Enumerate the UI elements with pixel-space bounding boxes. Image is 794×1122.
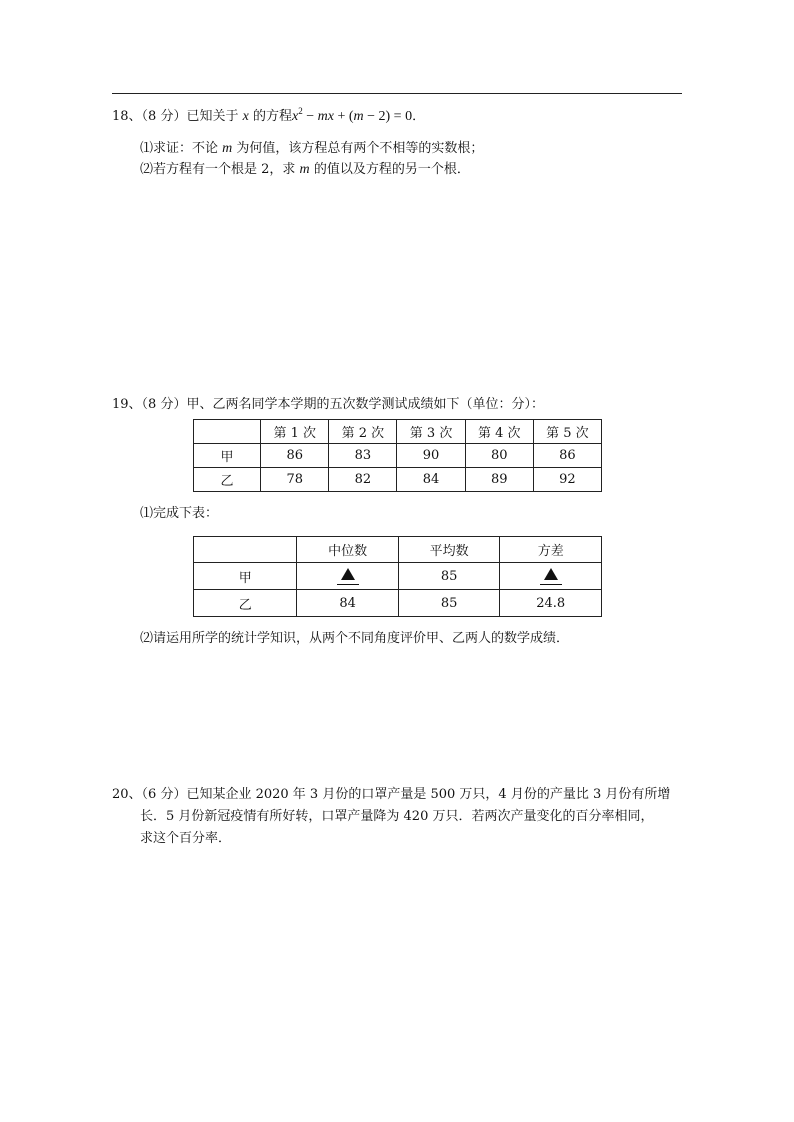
scores-header-cell: 第 3 次 <box>397 420 465 444</box>
question-20-number: 20、 <box>112 787 142 802</box>
scores-cell: 乙 <box>194 468 261 492</box>
scores-cell: 甲 <box>194 444 261 468</box>
question-20-line-1 <box>112 786 670 804</box>
part-1-text: 为何值，该方程总有两个不相等的实数根； <box>236 141 484 156</box>
stats-table-header-row <box>194 537 602 563</box>
question-18-period: ． <box>412 109 426 124</box>
triangle-marker-icon <box>544 568 558 580</box>
scores-cell: 80 <box>465 444 533 468</box>
scores-table-row-jia <box>194 444 602 468</box>
stats-header-cell: 平均数 <box>398 537 499 563</box>
quadratic-equation <box>291 106 413 124</box>
part-2-text: 的值以及方程的另一个根． <box>313 162 470 177</box>
question-18-part-1 <box>140 140 483 158</box>
scores-cell: 92 <box>533 468 601 492</box>
stats-cell: 85 <box>398 563 499 590</box>
stats-cell: 84 <box>297 590 399 617</box>
stats-header-cell <box>194 537 297 563</box>
page-header-rule <box>112 93 682 94</box>
answer-blank <box>337 568 359 585</box>
stats-cell: 24.8 <box>500 590 602 617</box>
eq-x: x <box>291 109 299 124</box>
scores-table <box>193 419 602 492</box>
variable-x: x <box>242 109 249 124</box>
median-answer-blank <box>297 563 399 590</box>
scores-header-cell: 第 1 次 <box>261 420 329 444</box>
eq-m: m <box>353 109 364 124</box>
question-20-text-1: （6 分）已知某企业 2020 年 3 月份的口罩产量是 500 万只，4 月份的产量比 3 月份有所增 <box>141 787 671 802</box>
stats-table-row-yi <box>194 590 602 617</box>
scores-cell: 84 <box>397 468 465 492</box>
part-2-variable-m: m <box>299 162 310 177</box>
scores-table-row-yi <box>194 468 602 492</box>
question-18-stem <box>112 108 425 126</box>
scores-cell: 82 <box>329 468 397 492</box>
question-19-part-2: ⑵请运用所学的统计学知识，从两个不同角度评价甲、乙两人的数学成绩． <box>140 631 570 646</box>
question-19-number: 19、 <box>112 397 142 412</box>
question-18-part-2 <box>140 161 470 179</box>
variance-answer-blank <box>500 563 602 590</box>
eq-minus: − <box>302 109 318 124</box>
scores-header-cell: 第 5 次 <box>533 420 601 444</box>
question-19-text: （8 分）甲、乙两名同学本学期的五次数学测试成绩如下（单位：分）： <box>141 397 544 412</box>
scores-header-cell: 第 2 次 <box>329 420 397 444</box>
scores-header-cell <box>194 420 261 444</box>
scores-cell: 83 <box>329 444 397 468</box>
scores-cell: 90 <box>397 444 465 468</box>
answer-blank <box>540 568 562 585</box>
eq-plus: + ( <box>333 109 354 124</box>
question-19-stem <box>112 396 544 414</box>
part-1-variable-m: m <box>222 141 233 156</box>
question-19-part-1: ⑴完成下表： <box>140 506 219 521</box>
part-1-prefix: ⑴求证：不论 <box>140 141 219 156</box>
scores-cell: 86 <box>261 444 329 468</box>
stats-header-cell: 中位数 <box>297 537 399 563</box>
scores-header-cell: 第 4 次 <box>465 420 533 444</box>
eq-mx: mx <box>317 109 334 124</box>
stats-header-cell: 方差 <box>500 537 602 563</box>
question-20-line-2: 长．5 月份新冠疫情有所好转，口罩产量降为 420 万只．若两次产量变化的百分率相同， <box>140 809 654 824</box>
eq-exponent: 2 <box>298 106 303 116</box>
stats-cell: 甲 <box>194 563 297 590</box>
stats-table-row-jia <box>194 563 602 590</box>
question-20-line-3: 求这个百分率． <box>140 831 232 846</box>
part-2-prefix: ⑵若方程有一个根是 2，求 <box>140 162 296 177</box>
eq-tail: − 2) = 0 <box>363 109 413 124</box>
stats-cell: 乙 <box>194 590 297 617</box>
scores-cell: 78 <box>261 468 329 492</box>
question-18-score: （8 分） <box>141 109 187 124</box>
question-18-intro-2: 的方程 <box>252 109 292 124</box>
stats-cell: 85 <box>398 590 499 617</box>
question-18-number: 18、 <box>112 109 142 124</box>
stats-table <box>193 536 602 617</box>
scores-cell: 89 <box>465 468 533 492</box>
question-18-intro: 已知关于 <box>186 109 239 124</box>
scores-table-header-row <box>194 420 602 444</box>
scores-cell: 86 <box>533 444 601 468</box>
triangle-marker-icon <box>341 568 355 580</box>
